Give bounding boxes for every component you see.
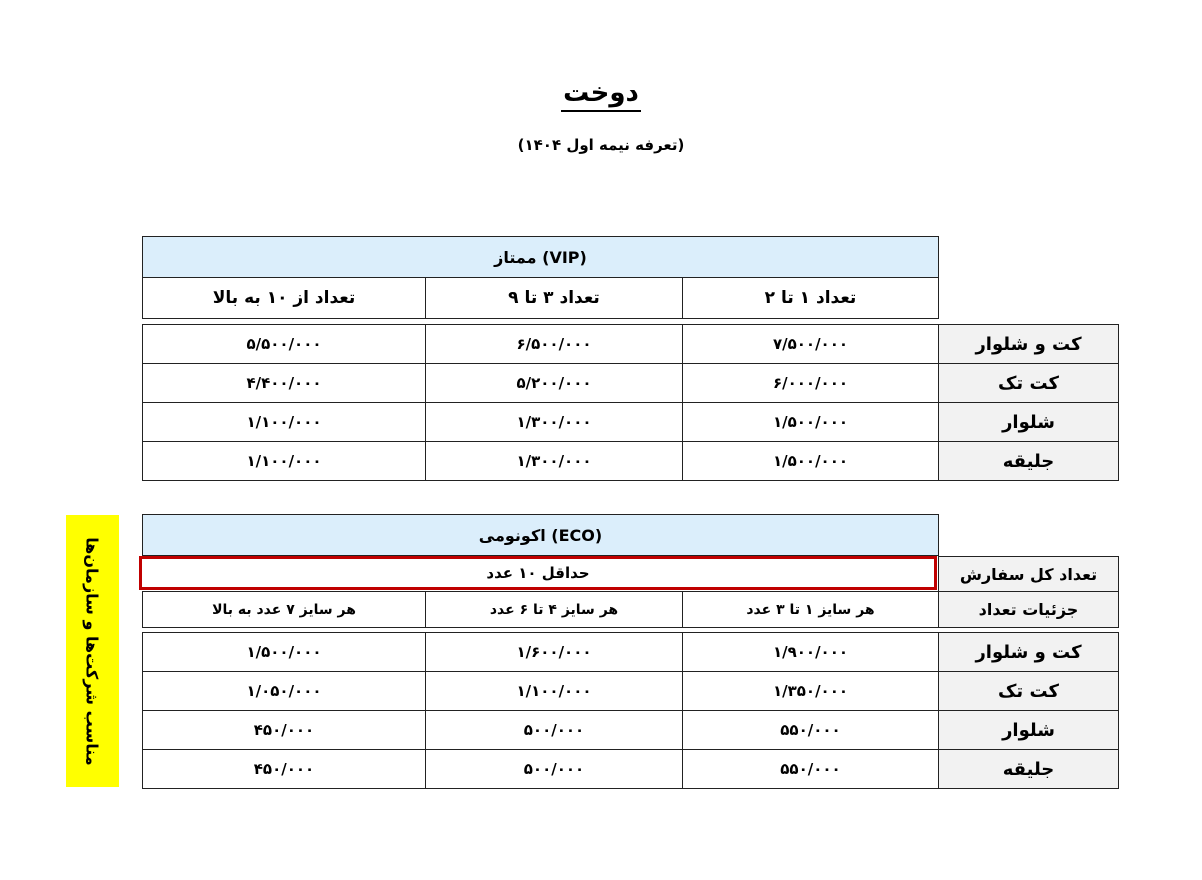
eco-col-header-1: هر سایز ۱ تا ۳ عدد (682, 591, 939, 628)
side-note-badge: مناسب شرکت‌ها و سازمان‌ها (66, 515, 119, 787)
eco-price-cell: ۱/۹۰۰/۰۰۰ (682, 632, 939, 672)
eco-price-cell: ۴۵۰/۰۰۰ (142, 710, 426, 750)
eco-price-cell: ۱/۶۰۰/۰۰۰ (425, 632, 683, 672)
page-title: دوخت (0, 78, 1202, 108)
eco-col-header-2: هر سایز ۴ تا ۶ عدد (425, 591, 683, 628)
eco-price-cell: ۵۰۰/۰۰۰ (425, 749, 683, 789)
vip-price-cell: ۵/۲۰۰/۰۰۰ (425, 363, 683, 403)
eco-col-header-3: هر سایز ۷ عدد به بالا (142, 591, 426, 628)
eco-row-label: کت و شلوار (938, 632, 1119, 672)
eco-price-cell: ۱/۳۵۰/۰۰۰ (682, 671, 939, 711)
eco-price-cell: ۵۵۰/۰۰۰ (682, 710, 939, 750)
vip-heading: ممتاز (VIP) (142, 236, 939, 278)
eco-heading: اکونومی (ECO) (142, 514, 939, 556)
vip-price-cell: ۱/۱۰۰/۰۰۰ (142, 441, 426, 481)
eco-total-label: تعداد کل سفارش (938, 556, 1119, 592)
vip-price-cell: ۷/۵۰۰/۰۰۰ (682, 324, 939, 364)
vip-price-cell: ۱/۱۰۰/۰۰۰ (142, 402, 426, 442)
eco-row-label: کت تک (938, 671, 1119, 711)
vip-price-cell: ۱/۳۰۰/۰۰۰ (425, 441, 683, 481)
vip-col-header-2: تعداد ۳ تا ۹ (425, 277, 683, 319)
vip-price-cell: ۴/۴۰۰/۰۰۰ (142, 363, 426, 403)
vip-price-cell: ۶/۰۰۰/۰۰۰ (682, 363, 939, 403)
vip-col-header-3: تعداد از ۱۰ به بالا (142, 277, 426, 319)
eco-price-cell: ۱/۱۰۰/۰۰۰ (425, 671, 683, 711)
vip-price-cell: ۵/۵۰۰/۰۰۰ (142, 324, 426, 364)
vip-row-label: کت تک (938, 363, 1119, 403)
page-subtitle: (تعرفه نیمه اول ۱۴۰۴) (517, 136, 685, 154)
eco-price-cell: ۴۵۰/۰۰۰ (142, 749, 426, 789)
vip-price-cell: ۱/۵۰۰/۰۰۰ (682, 402, 939, 442)
eco-min-order: حداقل ۱۰ عدد (139, 556, 937, 590)
vip-price-cell: ۶/۵۰۰/۰۰۰ (425, 324, 683, 364)
vip-row-label: جلیقه (938, 441, 1119, 481)
eco-row-label: شلوار (938, 710, 1119, 750)
eco-price-cell: ۵۵۰/۰۰۰ (682, 749, 939, 789)
vip-price-cell: ۱/۵۰۰/۰۰۰ (682, 441, 939, 481)
eco-price-cell: ۱/۵۰۰/۰۰۰ (142, 632, 426, 672)
vip-row-label: شلوار (938, 402, 1119, 442)
eco-price-cell: ۱/۰۵۰/۰۰۰ (142, 671, 426, 711)
eco-price-cell: ۵۰۰/۰۰۰ (425, 710, 683, 750)
eco-detail-label: جزئیات تعداد (938, 591, 1119, 628)
eco-row-label: جلیقه (938, 749, 1119, 789)
vip-row-label: کت و شلوار (938, 324, 1119, 364)
vip-price-cell: ۱/۳۰۰/۰۰۰ (425, 402, 683, 442)
vip-col-header-1: تعداد ۱ تا ۲ (682, 277, 939, 319)
